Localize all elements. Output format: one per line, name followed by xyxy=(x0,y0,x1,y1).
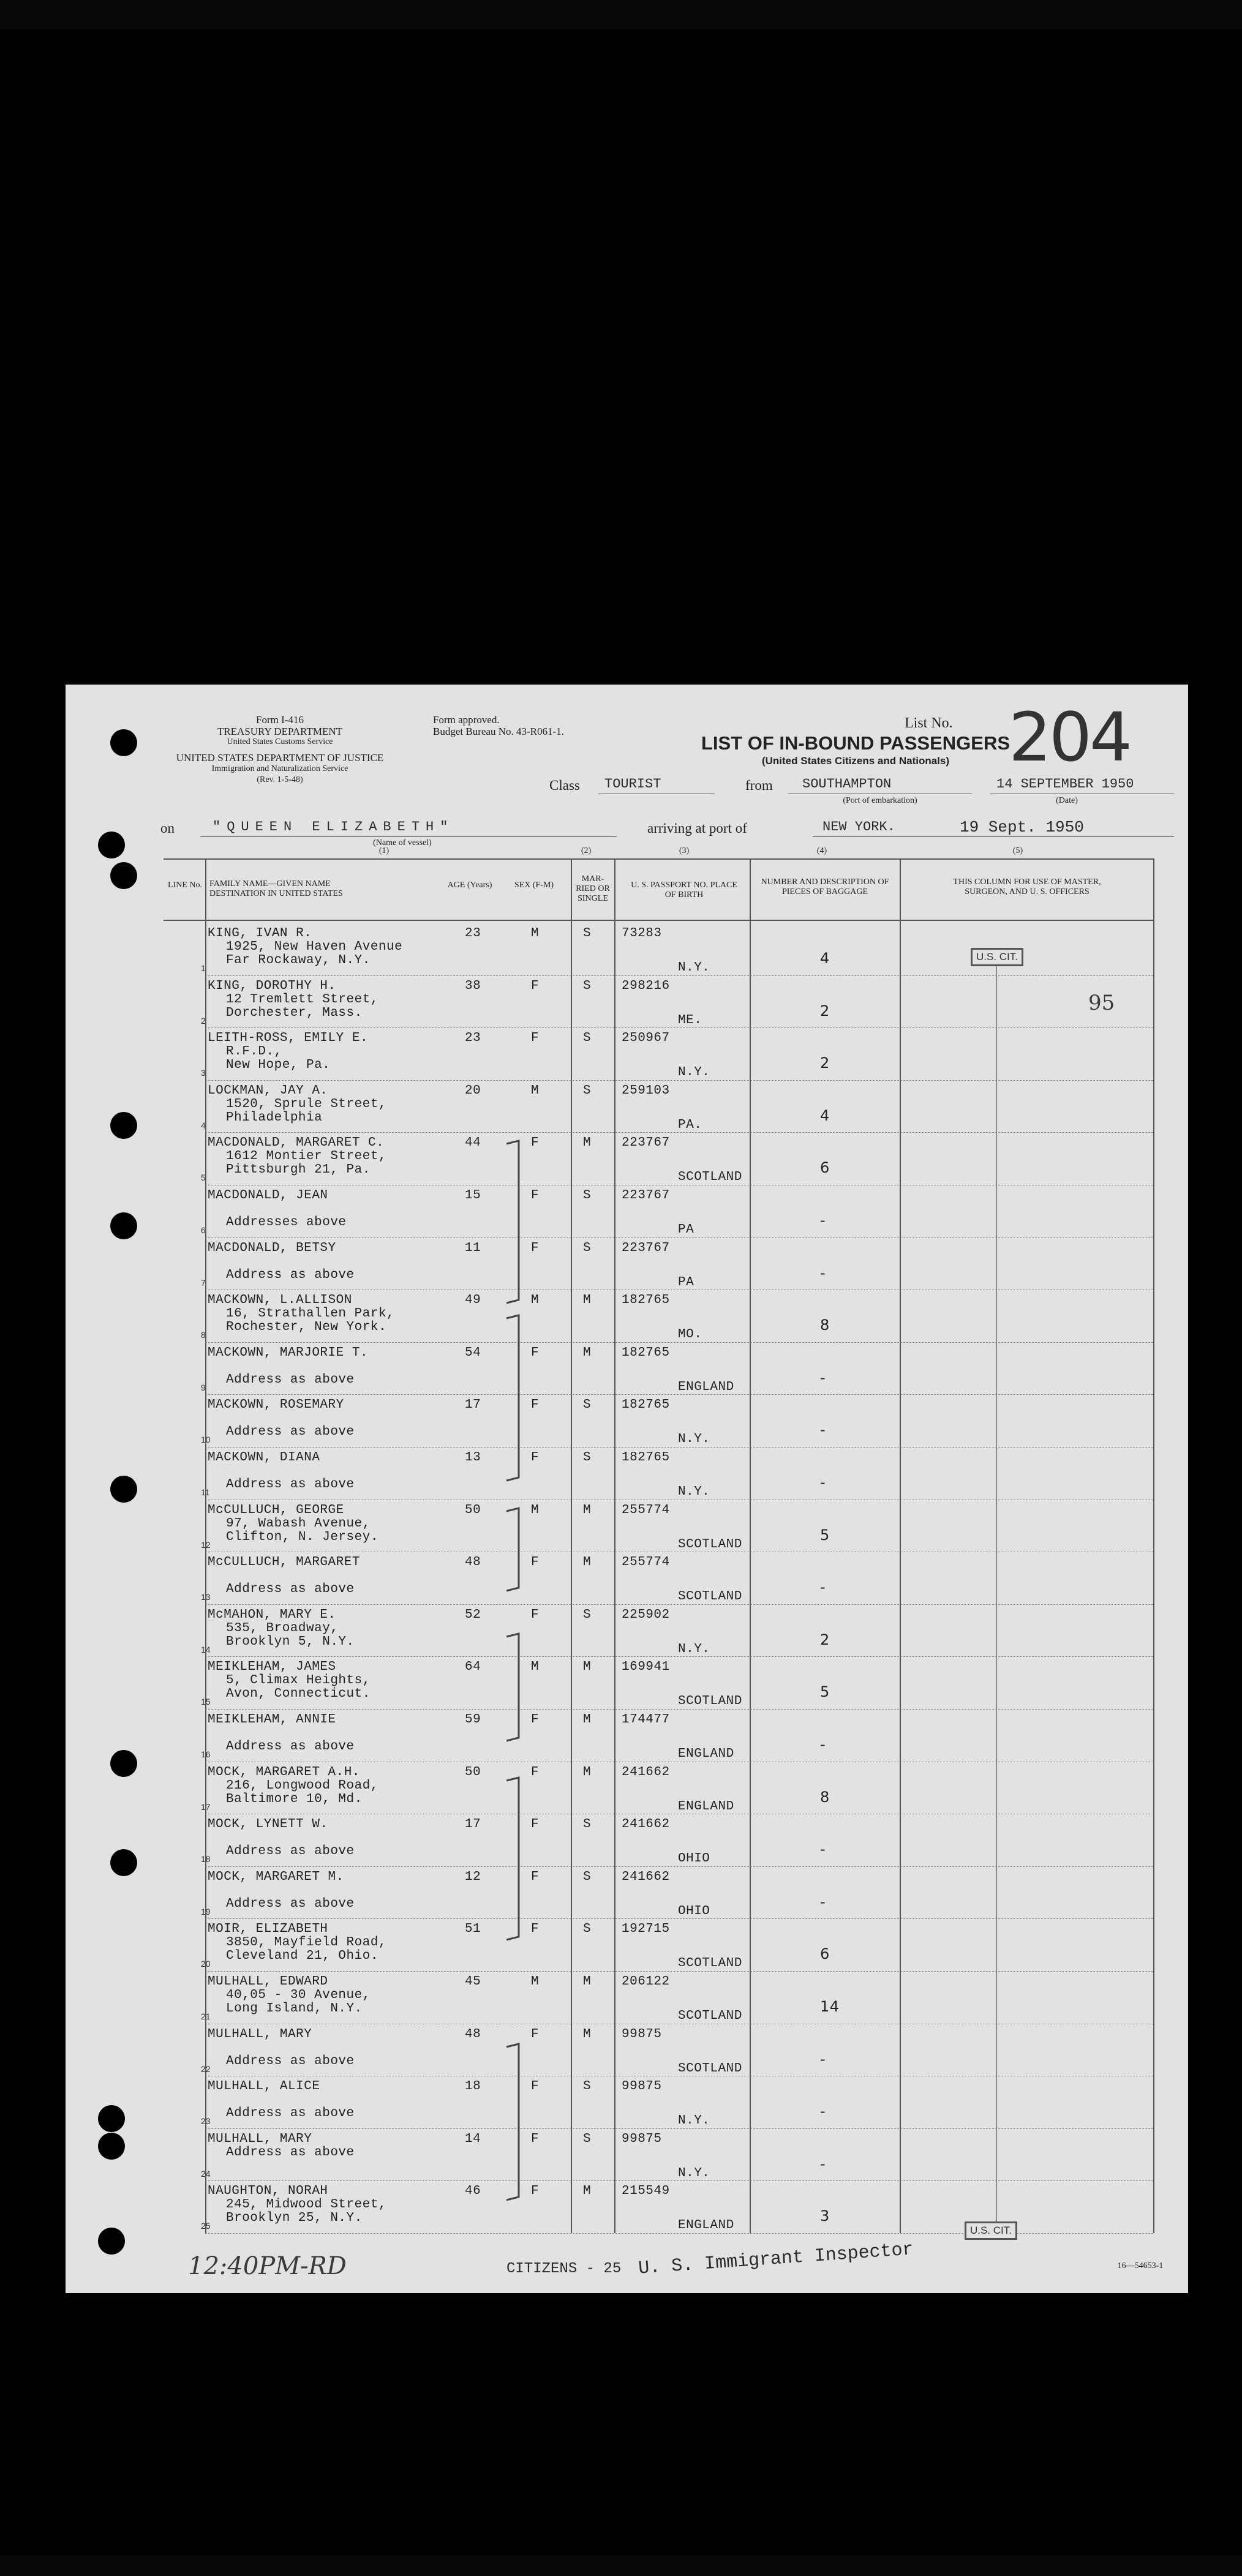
baggage-count: - xyxy=(820,1893,826,1910)
col-num-1: (1) xyxy=(378,846,390,855)
marital-status: M xyxy=(583,1503,592,1517)
us-citizen-stamp: U.S. CIT. xyxy=(971,948,1023,966)
passport-number: 206122 xyxy=(622,1975,670,1989)
passport-number: 192715 xyxy=(622,1922,670,1937)
address-line: Address as above xyxy=(226,2054,355,2068)
passenger-name: MULHALL, EDWARD xyxy=(208,1975,328,1989)
birthplace: PA. xyxy=(678,1117,702,1132)
passport-number: 255774 xyxy=(622,1555,670,1570)
col-header-name: FAMILY NAME—GIVEN NAME DESTINATION IN UNITED STATES xyxy=(209,879,343,899)
baggage-count: 5 xyxy=(820,1526,830,1544)
address-line: Address as above xyxy=(226,1740,355,1754)
citizens-count: CITIZENS - 25 xyxy=(506,2261,622,2277)
us-citizen-stamp-bottom: U.S. CIT. xyxy=(965,2221,1017,2240)
address-line: Far Rockaway, N.Y. xyxy=(226,953,371,967)
class-label: Class xyxy=(549,778,580,793)
col-num-4: (4) xyxy=(816,846,827,855)
passenger-name: NAUGHTON, NORAH xyxy=(208,2184,328,2199)
marital-status: M xyxy=(583,1345,592,1360)
line-number: 21 xyxy=(201,2011,211,2021)
birthplace: N.Y. xyxy=(678,1432,710,1447)
passport-number: 225902 xyxy=(622,1607,670,1622)
address-line: 216, Longwood Road, xyxy=(226,1778,378,1793)
marital-status: S xyxy=(583,1922,592,1937)
passport-number: 250967 xyxy=(622,1031,670,1046)
address-line: Pittsburgh 21, Pa. xyxy=(226,1163,371,1177)
birthplace: ME. xyxy=(678,1013,702,1027)
birthplace: N.Y. xyxy=(678,2166,710,2180)
baggage-count: - xyxy=(820,1264,826,1282)
col-header-age: AGE (Years) xyxy=(447,881,492,890)
sex-value: M xyxy=(531,1293,540,1308)
passenger-name: LEITH-ROSS, EMILY E. xyxy=(208,1031,369,1046)
baggage-count: 4 xyxy=(820,1106,830,1124)
line-number: 1 xyxy=(201,963,206,973)
birthplace: SCOTLAND xyxy=(678,1537,742,1552)
marital-status: S xyxy=(583,1241,592,1255)
passport-number: 241662 xyxy=(622,1765,670,1779)
line-number: 16 xyxy=(201,1749,211,1759)
revision-label: (Rev. 1-5-48) xyxy=(257,775,303,784)
manifest-page xyxy=(66,685,1188,2293)
address-line: 40,05 - 30 Avenue, xyxy=(226,1988,371,2002)
birthplace: N.Y. xyxy=(678,1485,710,1499)
baggage-count: - xyxy=(820,1579,826,1596)
passport-number: 182765 xyxy=(622,1345,670,1360)
baggage-count: - xyxy=(820,1369,826,1386)
birthplace: ENGLAND xyxy=(678,1380,734,1394)
passport-number: 73283 xyxy=(622,926,662,941)
age-value: 15 xyxy=(465,1188,481,1203)
marital-status: M xyxy=(583,2184,592,2199)
sex-value: M xyxy=(531,1975,540,1989)
address-line: 1520, Sprule Street, xyxy=(226,1097,387,1111)
sex-value: F xyxy=(531,1922,540,1937)
age-value: 44 xyxy=(465,1136,481,1151)
address-line: Addresses above xyxy=(226,1215,347,1230)
passenger-name: MEIKLEHAM, ANNIE xyxy=(208,1713,336,1727)
passenger-name: McCULLUCH, MARGARET xyxy=(208,1555,360,1570)
manifest-subtitle: (United States Citizens and Nationals) xyxy=(761,755,950,767)
address-line: Address as above xyxy=(226,1582,355,1597)
address-line: R.F.D., xyxy=(226,1045,282,1059)
address-line: 535, Broadway, xyxy=(226,1621,339,1635)
ins-label: Immigration and Naturalization Service xyxy=(211,764,348,773)
sex-value: F xyxy=(531,1241,540,1255)
arrival-port: NEW YORK. xyxy=(822,819,895,835)
marital-status: S xyxy=(583,1607,592,1622)
line-number: 12 xyxy=(201,1539,211,1550)
passport-number: 241662 xyxy=(622,1817,670,1832)
age-value: 23 xyxy=(465,926,481,941)
baggage-count: 3 xyxy=(820,2207,830,2225)
line-number: 17 xyxy=(201,1801,211,1812)
birthplace: OHIO xyxy=(678,1852,710,1866)
birthplace: SCOTLAND xyxy=(678,1694,742,1709)
birthplace: N.Y. xyxy=(678,1642,710,1656)
baggage-count: 4 xyxy=(820,950,830,967)
sex-value: F xyxy=(531,1607,540,1622)
birthplace: ENGLAND xyxy=(678,1747,734,1761)
line-number: 4 xyxy=(201,1120,206,1130)
marital-status: S xyxy=(583,1817,592,1832)
passport-number: 182765 xyxy=(622,1451,670,1465)
passenger-name: MACDONALD, BETSY xyxy=(208,1241,336,1255)
baggage-count: 2 xyxy=(820,1054,830,1072)
sex-value: F xyxy=(531,1817,540,1832)
passport-number: 99875 xyxy=(622,2079,662,2094)
sex-value: M xyxy=(531,926,540,941)
address-line: Address as above xyxy=(226,1478,355,1492)
birthplace: PA xyxy=(678,1223,694,1237)
col-header-line-no: LINE No. xyxy=(168,881,202,890)
age-value: 64 xyxy=(465,1660,481,1675)
marital-status: M xyxy=(583,1136,592,1151)
address-line: Dorchester, Mass. xyxy=(226,1005,363,1020)
handwritten-brackets xyxy=(66,685,1188,2293)
address-line: Address as above xyxy=(226,2106,355,2121)
passport-number: 223767 xyxy=(622,1136,670,1151)
sex-value: F xyxy=(531,2079,540,2094)
marital-status: M xyxy=(583,1765,592,1779)
marital-status: S xyxy=(583,926,592,941)
passport-number: 99875 xyxy=(622,2027,662,2041)
baggage-count: 5 xyxy=(820,1683,830,1701)
passenger-name: MULHALL, MARY xyxy=(208,2027,312,2041)
line-number: 25 xyxy=(201,2221,211,2231)
manifest-title: LIST OF IN-BOUND PASSENGERS xyxy=(701,732,1011,754)
address-line: Philadelphia xyxy=(226,1110,323,1125)
sex-value: F xyxy=(531,1345,540,1360)
address-line: Long Island, N.Y. xyxy=(226,2002,363,2016)
passenger-name: MOCK, LYNETT W. xyxy=(208,1817,328,1832)
address-line: 1612 Montier Street, xyxy=(226,1149,387,1164)
address-line: Brooklyn 5, N.Y. xyxy=(226,1634,355,1649)
age-value: 52 xyxy=(465,1607,481,1622)
passenger-name: LOCKMAN, JAY A. xyxy=(208,1083,328,1098)
arrival-date: 19 Sept. 1950 xyxy=(960,818,1084,836)
age-value: 50 xyxy=(465,1503,481,1517)
marital-status: M xyxy=(583,1555,592,1570)
sex-value: F xyxy=(531,1451,540,1465)
address-line: Address as above xyxy=(226,2145,355,2160)
line-number: 10 xyxy=(201,1435,211,1445)
baggage-count: - xyxy=(820,1841,826,1858)
col-num-2: (2) xyxy=(581,846,592,855)
margin-number: 95 xyxy=(1088,991,1115,1015)
passenger-name: MACDONALD, JEAN xyxy=(208,1188,328,1203)
passport-number: 99875 xyxy=(622,2131,662,2146)
line-number: 6 xyxy=(201,1225,206,1235)
class-value: TOURIST xyxy=(604,776,661,792)
baggage-count: 6 xyxy=(820,1945,830,1963)
marital-status: S xyxy=(583,2131,592,2146)
baggage-count: 14 xyxy=(820,1998,840,2015)
baggage-count: - xyxy=(820,1421,826,1439)
marital-status: S xyxy=(583,1451,592,1465)
birthplace: MO. xyxy=(678,1327,702,1342)
baggage-count: - xyxy=(820,2103,826,2120)
baggage-count: - xyxy=(820,1474,826,1491)
passenger-name: MACDONALD, MARGARET C. xyxy=(208,1136,385,1151)
sex-value: F xyxy=(531,1031,540,1046)
sex-value: F xyxy=(531,2184,540,2199)
arriving-label: arriving at port of xyxy=(647,820,747,836)
birthplace: SCOTLAND xyxy=(678,1956,742,1971)
birthplace: OHIO xyxy=(678,1904,710,1918)
passenger-name: MOCK, MARGARET M. xyxy=(208,1869,344,1884)
passenger-name: MOCK, MARGARET A.H. xyxy=(208,1765,360,1779)
line-number: 11 xyxy=(201,1487,210,1497)
sex-value: F xyxy=(531,1555,540,1570)
age-value: 13 xyxy=(465,1451,481,1465)
handwritten-time-note: 12:40PM-RD xyxy=(188,2252,347,2280)
age-value: 12 xyxy=(465,1869,481,1884)
baggage-count: 2 xyxy=(820,1002,830,1020)
line-number: 20 xyxy=(201,1959,211,1969)
embarkation-port: SOUTHAMPTON xyxy=(802,776,892,792)
address-line: Avon, Connecticut. xyxy=(226,1687,371,1702)
address-line: Cleveland 21, Ohio. xyxy=(226,1949,378,1964)
address-line: Baltimore 10, Md. xyxy=(226,1792,363,1806)
address-line: 16, Strathallen Park, xyxy=(226,1307,395,1321)
age-value: 59 xyxy=(465,1713,481,1727)
embarkation-date: 14 SEPTEMBER 1950 xyxy=(996,776,1134,792)
age-value: 23 xyxy=(465,1031,481,1046)
address-line: 245, Midwood Street, xyxy=(226,2198,387,2212)
address-line: Address as above xyxy=(226,1844,355,1859)
age-value: 20 xyxy=(465,1083,481,1098)
passenger-name: MULHALL, MARY xyxy=(208,2131,312,2146)
col-header-baggage: NUMBER AND DESCRIPTION OF PIECES OF BAGGAGE xyxy=(761,877,889,897)
address-line: Brooklyn 25, N.Y. xyxy=(226,2211,363,2226)
baggage-count: 6 xyxy=(820,1159,830,1177)
col-header-officers: THIS COLUMN FOR USE OF MASTER, SURGEON, AND U. S. OFFICERS xyxy=(953,877,1101,897)
line-number: 2 xyxy=(201,1015,206,1026)
passport-number: 169941 xyxy=(622,1660,670,1675)
budget-label: Budget Bureau No. 43-R061-1. xyxy=(433,726,564,737)
sex-value: F xyxy=(531,2131,540,2146)
age-value: 46 xyxy=(465,2184,481,2199)
marital-status: M xyxy=(583,1975,592,1989)
col-header-sex: SEX (F-M) xyxy=(514,881,554,890)
birthplace: SCOTLAND xyxy=(678,1170,742,1185)
address-line: New Hope, Pa. xyxy=(226,1058,331,1073)
line-number: 18 xyxy=(201,1854,211,1864)
address-line: Address as above xyxy=(226,1267,355,1282)
baggage-count: 8 xyxy=(820,1788,830,1806)
line-number: 13 xyxy=(201,1592,211,1602)
customs-label: United States Customs Service xyxy=(227,737,333,746)
film-edge-bottom xyxy=(0,2555,1242,2576)
marital-status: M xyxy=(583,1660,592,1675)
form-code: 16—54653-1 xyxy=(1117,2261,1164,2270)
list-number: 204 xyxy=(1009,698,1130,776)
baggage-count: - xyxy=(820,2050,826,2068)
marital-status: S xyxy=(583,2079,592,2094)
passport-number: 223767 xyxy=(622,1188,670,1203)
passenger-name: MOIR, ELIZABETH xyxy=(208,1922,328,1937)
birthplace: N.Y. xyxy=(678,1065,710,1080)
line-number: 23 xyxy=(201,2116,211,2127)
treasury-label: TREASURY DEPARTMENT xyxy=(217,726,343,737)
passenger-name: MULHALL, ALICE xyxy=(208,2079,320,2094)
line-number: 7 xyxy=(201,1277,206,1288)
sex-value: M xyxy=(531,1503,540,1517)
age-value: 17 xyxy=(465,1398,481,1413)
birthplace: SCOTLAND xyxy=(678,1590,742,1604)
on-label: on xyxy=(160,820,175,836)
line-number: 3 xyxy=(201,1068,206,1078)
passport-number: 182765 xyxy=(622,1398,670,1413)
approval-label: Form approved. xyxy=(433,714,500,726)
address-line: 3850, Mayfield Road, xyxy=(226,1936,387,1950)
age-value: 54 xyxy=(465,1345,481,1360)
marital-status: S xyxy=(583,1398,592,1413)
line-number: 24 xyxy=(201,2168,211,2179)
passport-number: 174477 xyxy=(622,1713,670,1727)
date-caption: (Date) xyxy=(1056,796,1078,805)
vessel-name: "QUEEN ELIZABETH" xyxy=(213,819,454,835)
birthplace: N.Y. xyxy=(678,2114,710,2128)
passport-number: 298216 xyxy=(622,978,670,993)
birthplace: N.Y. xyxy=(678,961,710,975)
age-value: 14 xyxy=(465,2131,481,2146)
address-line: Address as above xyxy=(226,1896,355,1911)
address-line: 5, Climax Heights, xyxy=(226,1673,371,1688)
line-number: 5 xyxy=(201,1173,206,1183)
passenger-name: KING, DOROTHY H. xyxy=(208,978,336,993)
sex-value: M xyxy=(531,1660,540,1675)
birthplace: SCOTLAND xyxy=(678,2061,742,2076)
address-line: Clifton, N. Jersey. xyxy=(226,1530,378,1544)
sex-value: F xyxy=(531,2027,540,2041)
sex-value: F xyxy=(531,1188,540,1203)
line-number: 14 xyxy=(201,1644,211,1654)
passenger-name: MEIKLEHAM, JAMES xyxy=(208,1660,336,1675)
address-line: 97, Wabash Avenue, xyxy=(226,1516,371,1531)
age-value: 11 xyxy=(465,1241,481,1255)
passport-number: 215549 xyxy=(622,2184,670,2199)
birthplace: SCOTLAND xyxy=(678,2009,742,2023)
passenger-name: MACKOWN, ROSEMARY xyxy=(208,1398,344,1413)
marital-status: S xyxy=(583,1031,592,1046)
baggage-count: - xyxy=(820,1212,826,1229)
sex-value: F xyxy=(531,1713,540,1727)
col-header-married: MAR-RIED OR SINGLE xyxy=(576,874,610,904)
line-number: 22 xyxy=(201,2063,211,2074)
sex-value: F xyxy=(531,1398,540,1413)
inspector-stamp: U. S. Immigrant Inspector xyxy=(638,2239,914,2280)
sex-value: F xyxy=(531,1136,540,1151)
passenger-name: McMAHON, MARY E. xyxy=(208,1607,336,1622)
baggage-count: - xyxy=(820,1736,826,1753)
sex-value: M xyxy=(531,1083,540,1098)
baggage-count: 8 xyxy=(820,1316,830,1334)
from-label: from xyxy=(745,778,773,793)
address-line: 12 Tremlett Street, xyxy=(226,992,378,1007)
passenger-name: MACKOWN, MARJORIE T. xyxy=(208,1345,369,1360)
film-edge-top xyxy=(0,0,1242,29)
passport-number: 182765 xyxy=(622,1293,670,1308)
justice-label: UNITED STATES DEPARTMENT OF JUSTICE xyxy=(176,752,384,764)
passport-number: 223767 xyxy=(622,1241,670,1255)
address-line: Address as above xyxy=(226,1425,355,1440)
birthplace: ENGLAND xyxy=(678,2218,734,2233)
address-line: Rochester, New York. xyxy=(226,1320,387,1335)
age-value: 45 xyxy=(465,1975,481,1989)
baggage-count: - xyxy=(820,2155,826,2172)
list-no-label: List No. xyxy=(905,715,953,731)
col-num-3: (3) xyxy=(679,846,690,855)
line-number: 9 xyxy=(201,1382,206,1392)
form-number: Form I-416 xyxy=(256,714,304,726)
sex-value: F xyxy=(531,1765,540,1779)
sex-value: F xyxy=(531,1869,540,1884)
port-caption: (Port of embarkation) xyxy=(843,796,917,805)
line-number: 8 xyxy=(201,1330,206,1340)
vessel-caption: (Name of vessel) xyxy=(373,838,432,847)
baggage-count: 2 xyxy=(820,1631,830,1648)
passport-number: 241662 xyxy=(622,1869,670,1884)
age-value: 49 xyxy=(465,1293,481,1308)
age-value: 48 xyxy=(465,2027,481,2041)
birthplace: ENGLAND xyxy=(678,1799,734,1814)
sex-value: F xyxy=(531,978,540,993)
line-number: 15 xyxy=(201,1697,211,1707)
line-number: 19 xyxy=(201,1906,211,1917)
address-line: 1925, New Haven Avenue xyxy=(226,940,403,954)
passenger-name: McCULLUCH, GEORGE xyxy=(208,1503,344,1517)
marital-status: M xyxy=(583,1713,592,1727)
age-value: 18 xyxy=(465,2079,481,2094)
age-value: 38 xyxy=(465,978,481,993)
marital-status: S xyxy=(583,1188,592,1203)
age-value: 50 xyxy=(465,1765,481,1779)
address-line: Address as above xyxy=(226,1372,355,1387)
birthplace: PA xyxy=(678,1275,694,1290)
passport-number: 259103 xyxy=(622,1083,670,1098)
col-num-5: (5) xyxy=(1012,846,1023,855)
marital-status: S xyxy=(583,978,592,993)
col-header-passport: U. S. PASSPORT NO. PLACE OF BIRTH xyxy=(631,881,737,900)
passenger-name: KING, IVAN R. xyxy=(208,926,312,941)
marital-status: S xyxy=(583,1869,592,1884)
age-value: 51 xyxy=(465,1922,481,1937)
passport-number: 255774 xyxy=(622,1503,670,1517)
marital-status: S xyxy=(583,1083,592,1098)
marital-status: M xyxy=(583,2027,592,2041)
passenger-name: MACKOWN, DIANA xyxy=(208,1451,320,1465)
marital-status: M xyxy=(583,1293,592,1308)
age-value: 48 xyxy=(465,1555,481,1570)
passenger-name: MACKOWN, L.ALLISON xyxy=(208,1293,352,1308)
age-value: 17 xyxy=(465,1817,481,1832)
